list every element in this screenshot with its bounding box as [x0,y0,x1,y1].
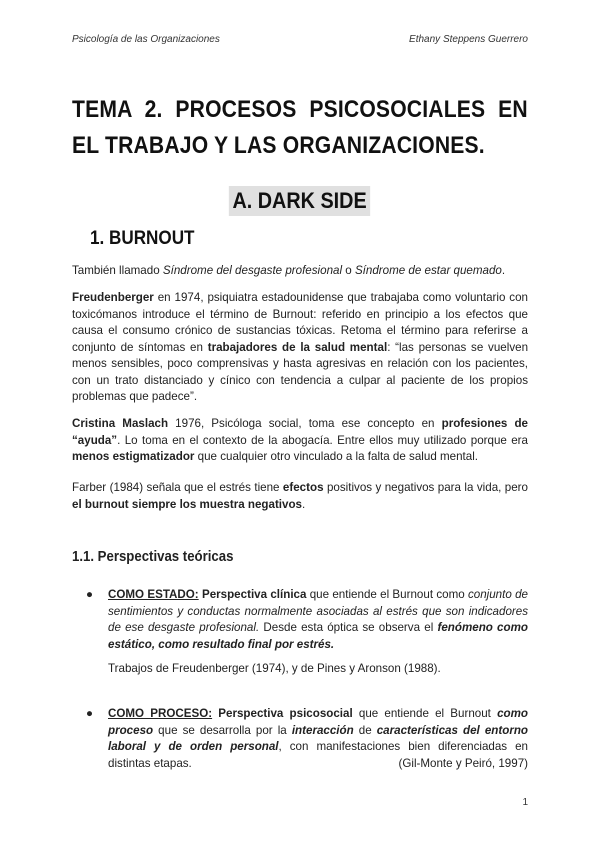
page-number: 1 [522,797,528,808]
text: , con manifestaciones bien diferenciadas en distintas etapas. [108,740,529,770]
burnout-heading: 1. BURNOUT [90,228,195,249]
header-right: Ethany Steppens Guerrero [409,34,528,45]
text: Desde esta óptica se observa el [259,621,438,634]
section-a-heading [0,186,600,216]
paragraph-freudenberger [72,290,528,406]
section-a-label: A. DARK SIDE [229,186,370,216]
text: : “las personas se vuelven menos sensibles, poco comprensivas y hasta agresivas en relación con los pacientes, con un trato distanciado y cínico con tendencia a culpar al paciente de los propios problemas que padece”. [72,340,529,403]
page-title: TEMA 2. PROCESOS PSICOSOCIALES EN EL TRABAJO Y LAS ORGANIZACIONES. [72,96,528,159]
text-bold: profesiones de “ayuda” [72,417,528,447]
list-item-estado [86,587,528,653]
text-bold: efectos [282,481,324,494]
text-bold-italic: características del entorno laboral y de orden personal [108,723,528,753]
text-bold-underline: COMO ESTADO: [108,588,199,601]
paragraph-farber [72,480,528,513]
text-bold-italic: como proceso [108,707,528,737]
text: que entiende el Burnout como [306,588,468,601]
text: que se desarrolla por la [153,723,292,737]
text: . [501,264,506,277]
list-item-proceso [86,706,529,772]
bullet-estado-note: Trabajos de Freudenberger (1974), y de Pines y Aronson (1988). [108,662,441,675]
text: 1976, Psicóloga social, toma ese concepto en [168,417,442,430]
text-bold: Perspectiva clínica [198,588,307,601]
bullet-icon: ● [86,588,94,601]
text-italic: Síndrome de estar quemado [354,264,502,277]
text: . [302,497,306,511]
paragraph-maslach [72,416,528,466]
text: También llamado [72,264,163,277]
text-bold: Perspectiva psicosocial [212,707,353,720]
text-bold-italic: fenómeno como estático, como resultado final por estrés. [108,621,528,651]
paragraph-intro [72,263,528,280]
text: Farber (1984) señala que el estrés tiene [72,481,283,494]
text: positivos y negativos para la vida, pero [323,481,528,494]
subheading-perspectivas: 1.1. Perspectivas teóricas [72,548,234,565]
text-bold: trabajadores de la salud mental [207,340,388,354]
text: de [353,723,377,737]
text: que cualquier otro vinculado a la falta de salud mental. [194,450,479,463]
text: . Lo toma en el contexto de la abogacía. Entre ellos muy utilizado porque era [117,433,528,447]
bullet-icon: ● [86,707,94,720]
citation: (Gil-Monte y Peiró, 1997) [398,756,528,770]
text-italic: Síndrome del desgaste profesional [162,264,343,277]
text-bold-underline: COMO PROCESO: [108,707,213,720]
text-bold-italic: interacción [291,723,354,737]
text-italic: conjunto de sentimientos y conductas normalmente asociadas al estrés que son indicadores de ese desgaste profesional. [108,588,528,634]
text-bold: Cristina Maslach [72,417,169,430]
text: en 1974, psiquiatra estadounidense que trabajaba como voluntario con toxicómanos introduce el término de Burnout: referido en principio a los efectos que causa el consumo crónico de sustancias tóxicas. Retoma el término para referirse a conjunto de síntomas en [72,291,528,354]
text-bold: el burnout siempre los muestra negativos [72,497,303,511]
text: que entiende el Burnout [352,707,498,720]
text-bold: menos estigmatizador [72,450,195,463]
text-bold: Freudenberger [72,291,154,304]
header-left: Psicología de las Organizaciones [72,34,220,45]
text: o [342,264,355,277]
